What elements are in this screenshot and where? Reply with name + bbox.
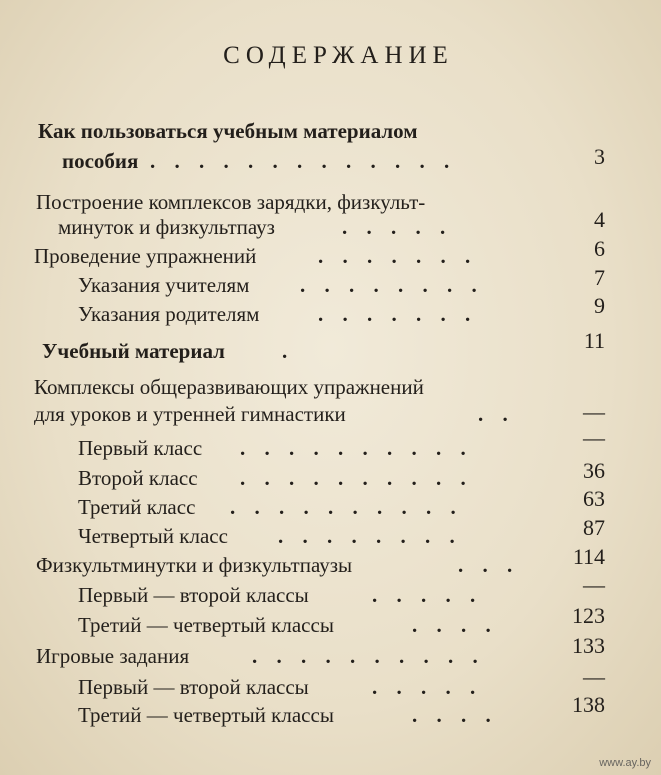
toc-leader-dots: . . . .	[412, 613, 498, 637]
toc-page-number: 63	[583, 486, 605, 511]
toc-page-number: 4	[594, 207, 605, 232]
toc-leader-dots: . . . . . . . . . .	[252, 644, 485, 668]
toc-entry-text: Четвертый класс	[78, 524, 228, 548]
toc-page-number: 133	[572, 633, 605, 658]
toc-entry-text: Игровые задания	[36, 644, 190, 668]
toc-entry-text: Первый класс	[78, 436, 203, 460]
toc-leader-dots: . .	[478, 402, 515, 426]
toc-leader-dots: . . . . .	[342, 215, 453, 239]
toc-leader-dots: . . . . . . .	[318, 244, 478, 268]
toc-page-number: 9	[594, 293, 605, 318]
toc-leader-dots: . . . . . . . .	[300, 273, 484, 297]
toc-page-number: 138	[572, 692, 605, 717]
toc-page-number: —	[583, 399, 605, 424]
toc-page-number: —	[583, 425, 605, 450]
page-title: СОДЕРЖАНИЕ	[223, 42, 454, 69]
toc-leader-dots: .	[282, 339, 295, 363]
toc-entry-text: Второй класс	[78, 466, 198, 490]
toc-entry-text: Указания учителям	[78, 273, 250, 297]
toc-leader-dots: . . . . . . . .	[278, 524, 462, 548]
toc-entry-text: Построение комплексов зарядки, физкульт-	[36, 190, 426, 214]
toc-leader-dots: . . .	[458, 553, 520, 577]
toc-page-number: 3	[594, 144, 605, 169]
toc-entry-text: минуток и физкультпауз	[58, 215, 275, 239]
toc-leader-dots: . . . . . . . . . .	[240, 436, 473, 460]
toc-entry-text: Комплексы общеразвивающих упражнений	[34, 375, 424, 399]
toc-leader-dots: . . . . . . .	[318, 302, 478, 326]
toc-page-number: —	[583, 572, 605, 597]
toc-leader-dots: . . . . . . . . . .	[240, 466, 473, 490]
toc-entry-text: Физкультминутки и физкультпаузы	[36, 553, 353, 577]
toc-entry-text: пособия	[62, 149, 139, 173]
toc-leader-dots: . . . . . . . . . .	[230, 495, 463, 519]
toc-entry-text: Как пользоваться учебным материалом	[38, 119, 418, 143]
toc-entry-text: Первый — второй классы	[78, 583, 309, 607]
toc-leader-dots: . . . . .	[372, 583, 483, 607]
toc-entry-text: Указания родителям	[78, 302, 260, 326]
toc-leader-dots: . . . .	[412, 703, 498, 727]
toc-entry-text: Третий класс	[78, 495, 196, 519]
toc-page-number: —	[583, 664, 605, 689]
watermark: www.ay.by	[599, 757, 651, 769]
toc-page-number: 36	[583, 458, 605, 483]
toc-page-number: 114	[572, 544, 605, 569]
toc-entry-text: Третий — четвертый классы	[78, 703, 334, 727]
toc-entry-text: Третий — четвертый классы	[78, 613, 334, 637]
toc-leader-dots: . . . . . . . . . . . . .	[150, 149, 457, 173]
toc-page-number: 123	[572, 603, 605, 628]
toc-entry-text: Учебный материал	[42, 339, 225, 363]
toc-entry-text: Проведение упражнений	[34, 244, 257, 268]
toc-page-number: 11	[583, 328, 605, 353]
toc-page-number: 87	[583, 515, 605, 540]
toc-entry-text: Первый — второй классы	[78, 675, 309, 699]
toc-entry-text: для уроков и утренней гимнастики	[34, 402, 346, 426]
toc-page-number: 6	[594, 236, 605, 261]
toc-leader-dots: . . . . .	[372, 675, 483, 699]
toc-page-number: 7	[594, 265, 605, 290]
